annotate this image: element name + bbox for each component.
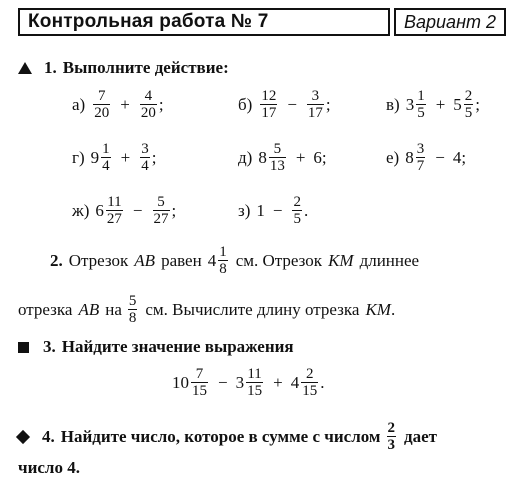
item-label: з) (238, 200, 251, 220)
task1-item-v: в) 3 $\frac{1}{5}$ + 5 $\frac{2}{5}$ ; (386, 88, 481, 121)
operator: − (218, 372, 228, 392)
task3-heading (18, 337, 294, 357)
fraction: $\frac{7}{20}$ (94, 88, 110, 121)
task1-item-zh: ж) 6 $\frac{11}{27}$ − $\frac{5}{27}$ ; (72, 194, 177, 227)
operator: + (435, 94, 446, 114)
item-label: д) (238, 147, 253, 167)
fraction: $\frac{1}{5}$ (417, 88, 425, 121)
task1-item-a: а) $\frac{7}{20}$ + $\frac{4}{20}$ ; (72, 88, 164, 121)
fraction: $\frac{2}{3}$ (387, 420, 395, 453)
item-label: а) (72, 94, 86, 114)
operator: + (120, 147, 131, 167)
task1-number: 1. (44, 58, 57, 77)
task4-number: 4. (42, 426, 55, 446)
fraction: $\frac{1}{4}$ (102, 141, 110, 174)
operator: + (273, 372, 283, 392)
task1-item-e: е) 8 $\frac{3}{7}$ − 4; (386, 141, 467, 174)
task2-number: 2. (50, 250, 63, 270)
task4-line1: 4. Найдите число, которое в сумме с числом $\frac{2}{3}$ дает (18, 420, 437, 453)
fraction: $\frac{11}{27}$ (106, 194, 122, 227)
fraction: $\frac{5}{8}$ (128, 293, 137, 326)
operator: + (120, 94, 130, 114)
square-icon (18, 342, 29, 353)
item-label: в) (386, 94, 400, 114)
item-label: б) (238, 94, 253, 114)
task1-item-d: д) 8 $\frac{5}{13}$ + 6; (238, 141, 327, 174)
fraction: $\frac{3}{7}$ (416, 141, 425, 174)
segment-label: AB (78, 299, 100, 319)
task1-item-g: г) 9 $\frac{1}{4}$ + $\frac{3}{4}$ ; (72, 141, 157, 174)
fraction: $\frac{2}{5}$ (293, 194, 301, 227)
operator: − (435, 147, 445, 167)
task1-heading (18, 58, 229, 78)
operator: − (272, 200, 283, 220)
fraction: $\frac{4}{20}$ (140, 88, 156, 121)
operator: − (132, 200, 143, 220)
task4-line2: число 4. (18, 458, 80, 477)
segment-label: AB (134, 250, 156, 270)
task2-line2: отрезка AB на $\frac{5}{8}$ см. Вычислите длину отрезка KM . (18, 293, 396, 326)
worksheet-title: Контрольная работа № 7 (18, 8, 390, 36)
fraction: $\frac{1}{8}$ (219, 244, 227, 277)
fraction: $\frac{5}{27}$ (153, 194, 169, 227)
task1-item-z: з) 1 − $\frac{2}{5}$ . (238, 194, 309, 227)
item-label: ж) (72, 200, 90, 220)
fraction: $\frac{5}{13}$ (269, 141, 285, 174)
fraction: $\frac{12}{17}$ (261, 88, 277, 121)
worksheet-header (18, 8, 506, 38)
triangle-icon (18, 62, 32, 74)
item-label: е) (386, 147, 400, 167)
fraction: $\frac{2}{5}$ (464, 88, 473, 121)
operator: − (287, 94, 297, 114)
segment-label: KM (328, 250, 354, 270)
fraction: $\frac{3}{17}$ (307, 88, 323, 121)
task2-line1: 2. Отрезок AB равен 4 $\frac{1}{8}$ см. Отрезок KM длиннее (50, 244, 420, 277)
task3-expression: 10 $\frac{7}{15}$ − 3 $\frac{11}{15}$ + 4 $\frac{2}{15}$ . (172, 366, 325, 399)
diamond-icon (16, 429, 30, 443)
variant-label: Вариант 2 (394, 8, 506, 36)
fraction: $\frac{11}{15}$ (247, 366, 263, 399)
fraction: $\frac{3}{4}$ (141, 141, 149, 174)
segment-label: KM (365, 299, 391, 319)
task3-text: Найдите значение выражения (61, 337, 294, 356)
task1-item-b: б) $\frac{12}{17}$ − $\frac{3}{17}$ ; (238, 88, 331, 121)
task1-text: Выполните действие: (62, 58, 229, 77)
item-label: г) (72, 147, 85, 167)
fraction: $\frac{7}{15}$ (192, 366, 207, 399)
operator: + (295, 147, 306, 167)
task3-number: 3. (43, 337, 56, 356)
fraction: $\frac{2}{15}$ (302, 366, 318, 399)
